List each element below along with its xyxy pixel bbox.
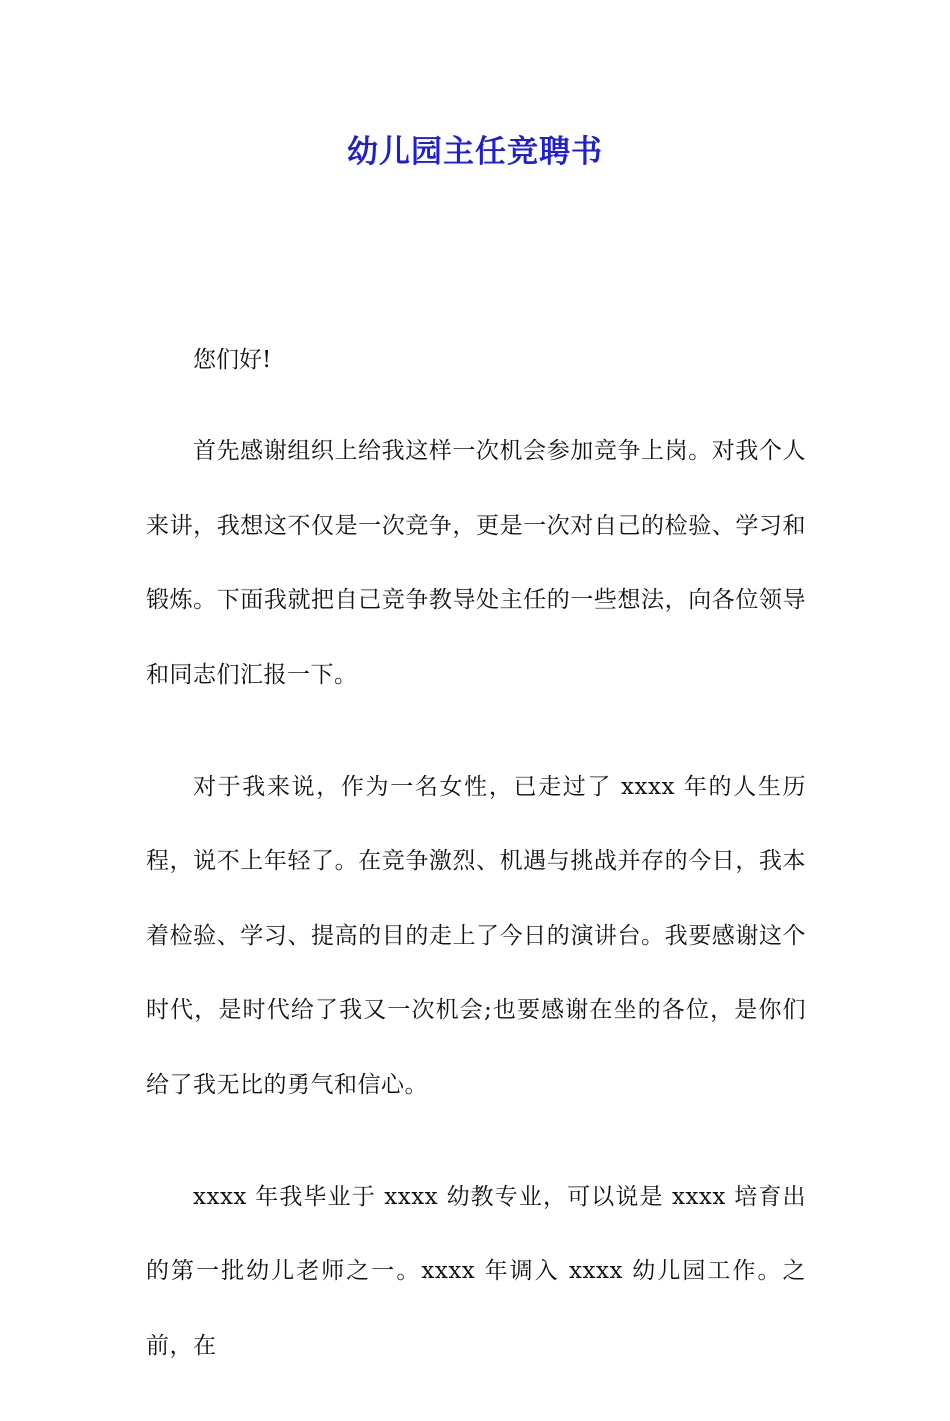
paragraph-2: 对于我来说，作为一名女性，已走过了 xxxx 年的人生历程，说不上年轻了。在竞争激烈、机遇与挑战并存的今日，我本着检验、学习、提高的目的走上了今日的演讲台。我要感谢这个时代，是时代给了我又一次机会;也要感谢在坐的各位，是你们给了我无比的勇气和信心。 [146, 773, 806, 1098]
document-body [146, 340, 806, 1421]
paragraph-1: 首先感谢组织上给我这样一次机会参加竞争上岗。对我个人来讲，我想这不仅是一次竞争，更是一次对自己的检验、学习和锻炼。下面我就把自己竞争教导处主任的一些想法，向各位领导和同志们汇报一下。 [146, 438, 806, 688]
greeting-line: 您们好! [193, 347, 272, 373]
paragraph-3: xxxx 年我毕业于 xxxx 幼教专业，可以说是 xxxx 培育出的第一批幼儿老师之一。xxxx 年调入 xxxx 幼儿园工作。之前，在 [146, 1183, 806, 1359]
document-title: 幼儿园主任竞聘书 [347, 134, 603, 170]
